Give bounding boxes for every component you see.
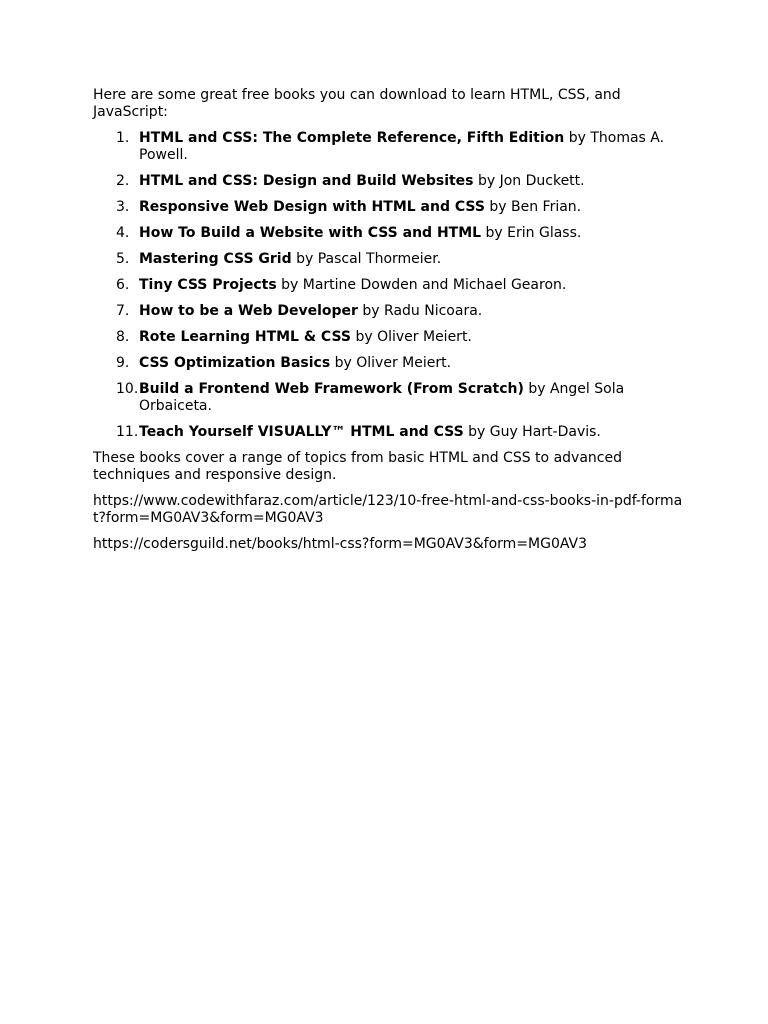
list-number: 5. (116, 251, 130, 267)
book-list-item (93, 424, 683, 441)
list-number: 6. (116, 277, 130, 293)
list-number: 4. (116, 225, 130, 241)
book-author: by Erin Glass. (481, 225, 582, 241)
book-title: HTML and CSS: The Complete Reference, Fifth Edition (139, 130, 565, 146)
book-author: by Ben Frian. (484, 199, 582, 215)
book-title: Tiny CSS Projects (139, 277, 277, 293)
book-title: How To Build a Website with CSS and HTML (139, 225, 482, 241)
intro-paragraph: Here are some great free books you can download to learn HTML, CSS, and JavaScript: (93, 87, 621, 120)
list-number: 9. (116, 355, 130, 371)
book-title: Rote Learning HTML & CSS (139, 329, 352, 345)
book-author: by Oliver Meiert. (351, 329, 472, 345)
list-number: 11. (116, 424, 139, 440)
book-list-item (93, 303, 683, 320)
book-author: by Pascal Thormeier. (291, 251, 442, 267)
book-list-item (93, 277, 683, 294)
list-number: 7. (116, 303, 130, 319)
book-title: Build a Frontend Web Framework (From Scratch) (139, 381, 524, 397)
book-list-item (93, 130, 683, 164)
book-list-item (93, 251, 683, 268)
book-author: by Thomas A. Powell. (139, 130, 665, 163)
document-body (93, 87, 683, 562)
book-list (93, 130, 683, 441)
list-number: 8. (116, 329, 130, 345)
source-link: https://codersguild.net/books/html-css?form=MG0AV3&form=MG0AV3 (93, 536, 588, 552)
book-title: CSS Optimization Basics (139, 355, 331, 371)
source-link: https://www.codewithfaraz.com/article/123/10-free-html-and-css-books-in-pdf-format?form=MG0AV3&form=MG0AV3 (93, 493, 683, 526)
book-title: Responsive Web Design with HTML and CSS (139, 199, 485, 215)
book-author: by Radu Nicoara. (357, 303, 483, 319)
list-number: 3. (116, 199, 130, 215)
book-list-item (93, 355, 683, 372)
book-author: by Jon Duckett. (473, 173, 585, 189)
book-list-item (93, 173, 683, 190)
list-number: 2. (116, 173, 130, 189)
book-list-item (93, 329, 683, 346)
book-author: by Guy Hart-Davis. (463, 424, 601, 440)
book-title: Mastering CSS Grid (139, 251, 292, 267)
list-number: 10. (116, 381, 139, 397)
summary-paragraph: These books cover a range of topics from basic HTML and CSS to advanced techniques and responsive design. (93, 450, 622, 483)
book-author: by Martine Dowden and Michael Gearon. (276, 277, 567, 293)
book-list-item (93, 225, 683, 242)
list-number: 1. (116, 130, 130, 146)
book-title: HTML and CSS: Design and Build Websites (139, 173, 474, 189)
book-title: How to be a Web Developer (139, 303, 358, 319)
book-list-item (93, 199, 683, 216)
book-title: Teach Yourself VISUALLY™ HTML and CSS (139, 424, 464, 440)
book-list-item (93, 381, 683, 415)
book-author: by Angel Sola Orbaiceta. (139, 381, 625, 414)
book-author: by Oliver Meiert. (330, 355, 452, 371)
